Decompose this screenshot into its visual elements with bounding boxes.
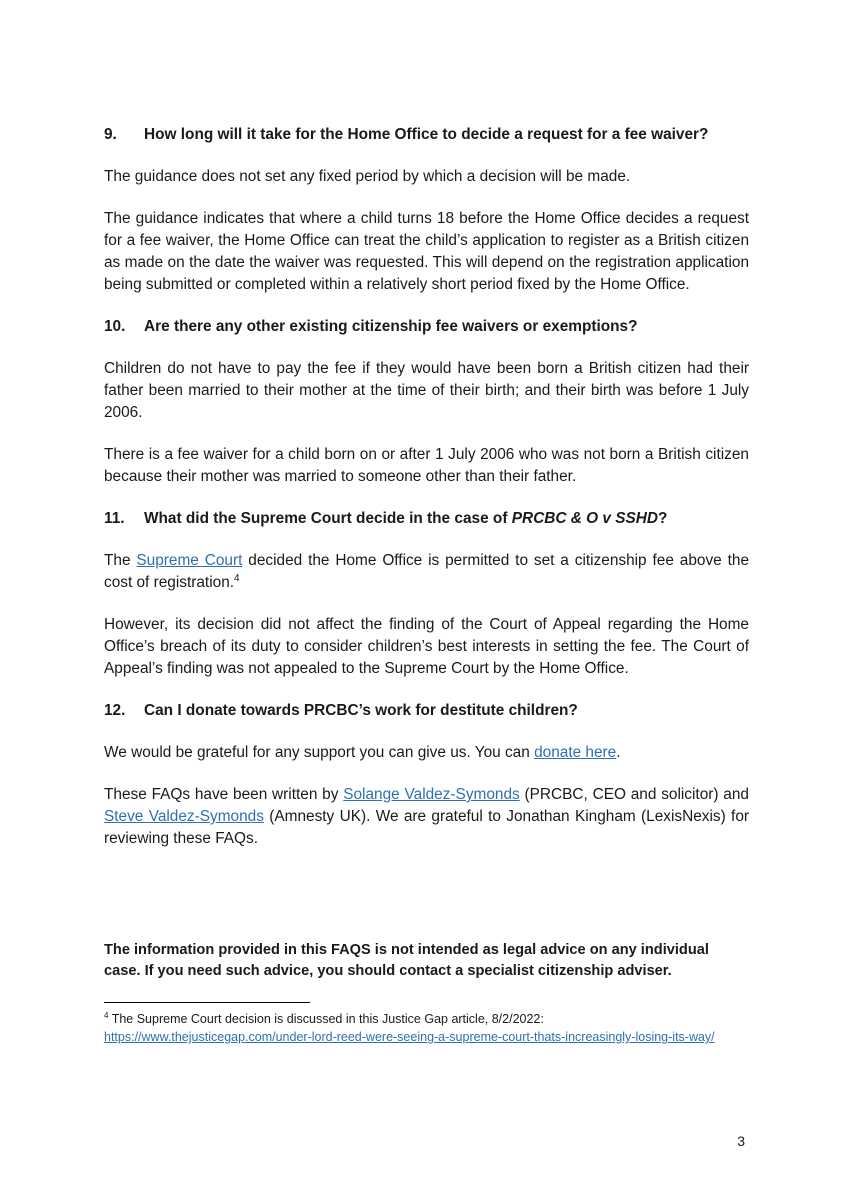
faq-content bbox=[104, 124, 749, 870]
question-title: How long will it take for the Home Office to decide a request for a fee waiver? bbox=[144, 126, 709, 143]
footnote-text: The Supreme Court decision is discussed in this Justice Gap article, 8/2/2022: bbox=[108, 1012, 544, 1026]
question-11-heading bbox=[104, 508, 749, 530]
title-end: ? bbox=[657, 510, 668, 527]
supreme-court-link[interactable]: Supreme Court bbox=[136, 552, 243, 569]
question-number: 12. bbox=[104, 702, 126, 719]
text: decided the Home Office is permitted to set a citizenship fee above the cost of registration. bbox=[104, 552, 750, 591]
answer-10-paragraph-2: There is a fee waiver for a child born on or after 1 July 2006 who was not born a British citizen because their mother was married to someone other than their father. bbox=[104, 446, 749, 485]
question-10-heading bbox=[104, 316, 749, 338]
solange-valdez-symonds-link[interactable]: Solange Valdez-Symonds bbox=[343, 786, 520, 803]
answer-12-paragraph-2 bbox=[104, 784, 749, 850]
question-12-heading bbox=[104, 700, 749, 722]
page-number: 3 bbox=[737, 1133, 745, 1149]
answer-12-paragraph-1 bbox=[104, 742, 749, 764]
question-title: Can I donate towards PRCBC’s work for destitute children? bbox=[144, 702, 578, 719]
title-text: What did the Supreme Court decide in the case of bbox=[144, 510, 512, 527]
text: . bbox=[616, 744, 621, 761]
footnote bbox=[104, 1010, 749, 1046]
question-number: 10. bbox=[104, 318, 126, 335]
text: (Amnesty UK). We are grateful to Jonathan Kingham (LexisNexis) for reviewing these FAQs. bbox=[104, 808, 750, 847]
text: These FAQs have been written by bbox=[104, 786, 344, 803]
question-title bbox=[144, 508, 667, 530]
case-name: PRCBC & O v SSHD bbox=[511, 510, 658, 527]
question-9-heading bbox=[104, 124, 749, 146]
steve-valdez-symonds-link[interactable]: Steve Valdez-Symonds bbox=[104, 808, 264, 825]
answer-9-paragraph-2: The guidance indicates that where a child turns 18 before the Home Office decides a request for a fee waiver, the Home Office can treat the child’s application to register as a British citizen as made on the date the waiver was requested. This will depend on the registration application being submitted or completed within a relatively short period fixed by the Home Office. bbox=[104, 210, 749, 293]
question-title: Are there any other existing citizenship fee waivers or exemptions? bbox=[144, 318, 638, 335]
footnote-reference[interactable]: 4 bbox=[234, 572, 240, 584]
text: (PRCBC, CEO and solicitor) and bbox=[519, 786, 749, 803]
answer-9-paragraph-1: The guidance does not set any fixed period by which a decision will be made. bbox=[104, 168, 631, 185]
donate-link[interactable]: donate here bbox=[534, 744, 617, 761]
question-number: 9. bbox=[104, 126, 117, 143]
answer-11-paragraph-2: However, its decision did not affect the finding of the Court of Appeal regarding the Home Office’s breach of its duty to consider children’s best interests in setting the fee. The Court of Appeal’s finding was not appealed to the Supreme Court by the Home Office. bbox=[104, 616, 749, 677]
text: The bbox=[104, 552, 137, 569]
footnote-marker: 4 bbox=[104, 1010, 109, 1020]
justice-gap-article-link[interactable]: https://www.thejusticegap.com/under-lord-reed-were-seeing-a-supreme-court-thats-increasingly-losing-its-way/ bbox=[104, 1030, 715, 1044]
answer-10-paragraph-1: Children do not have to pay the fee if they would have been born a British citizen had their father been married to their mother at the time of their birth; and their birth was before 1 July 2006. bbox=[104, 360, 749, 421]
answer-11-paragraph-1 bbox=[104, 550, 749, 594]
text: We would be grateful for any support you can give us. You can bbox=[104, 744, 535, 761]
legal-disclaimer: The information provided in this FAQS is not intended as legal advice on any individual case. If you need such advice, you should contact a specialist citizenship adviser. bbox=[104, 942, 709, 979]
footnote-separator bbox=[104, 1002, 310, 1003]
question-number: 11. bbox=[104, 510, 125, 527]
